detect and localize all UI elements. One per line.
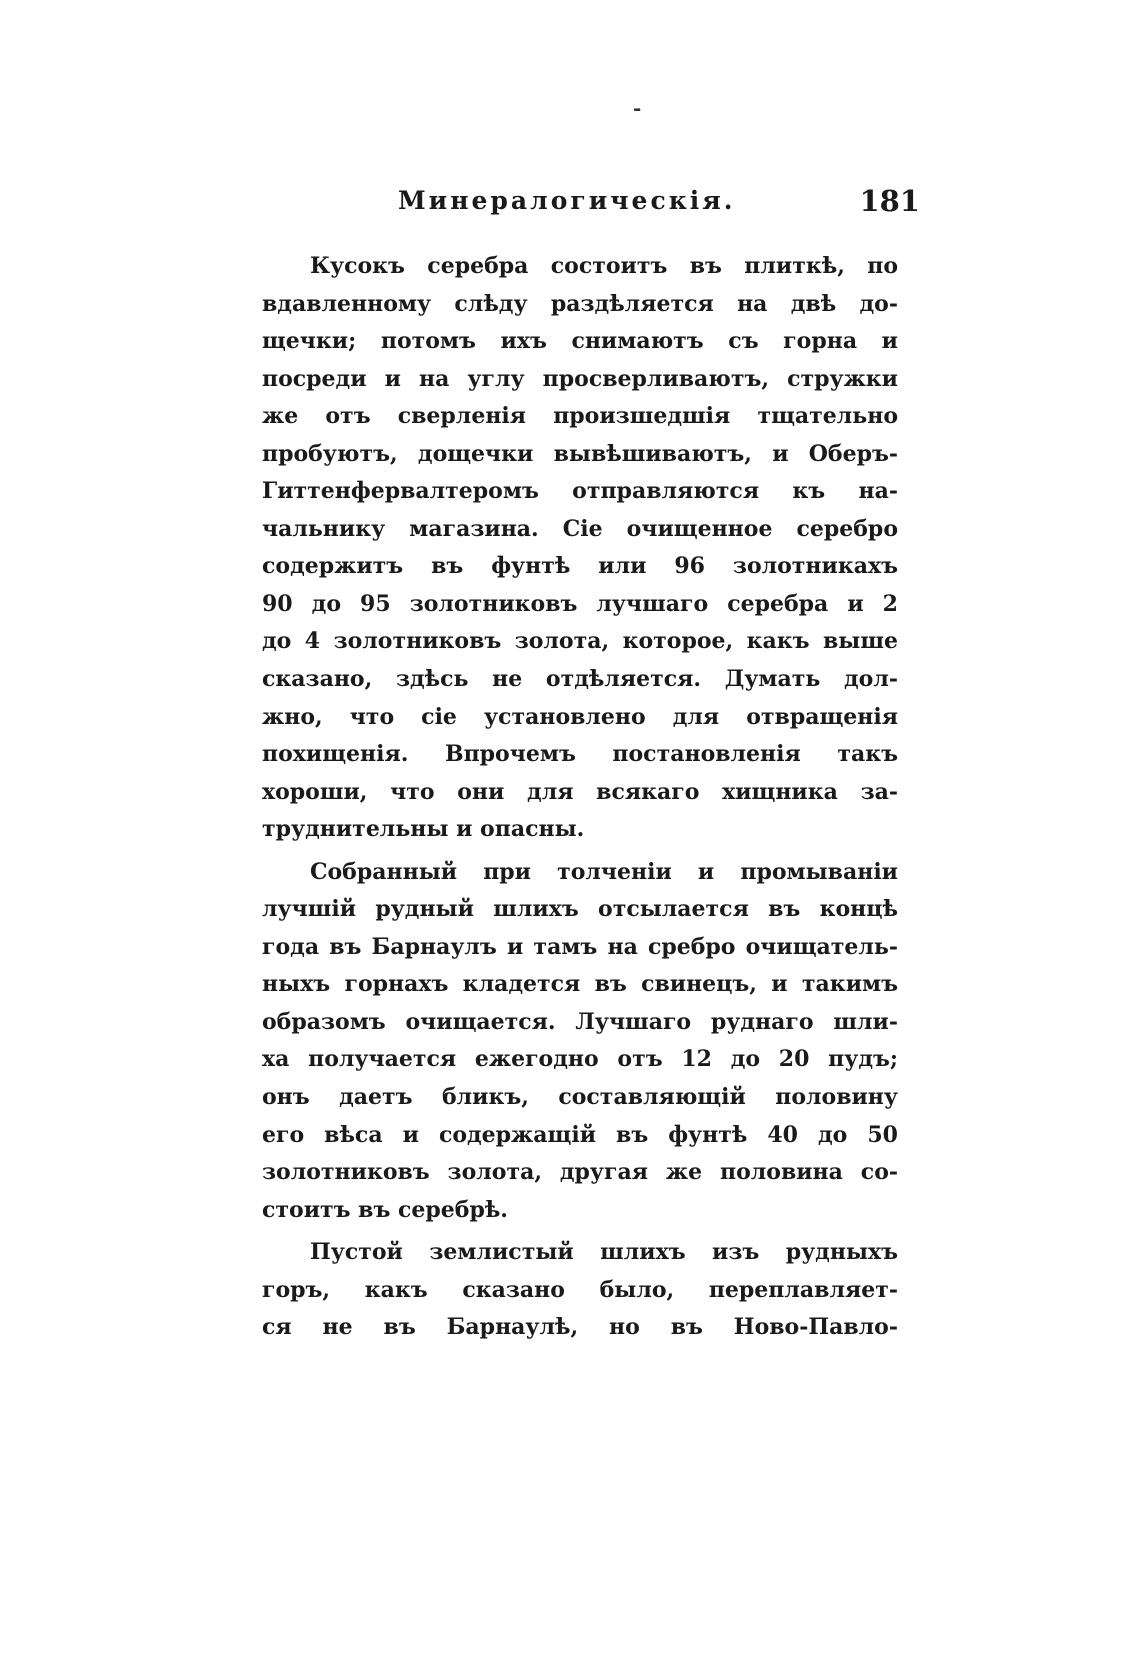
text-line: ха получается ежегодно отъ 12 до 20 пудъ; xyxy=(262,1046,898,1073)
text-line: лучшій рудный шлихъ отсылается въ концѣ xyxy=(262,896,898,923)
text-line: горъ, какъ сказано было, переплавляет- xyxy=(262,1276,898,1303)
body-text xyxy=(262,248,898,1347)
text-line: стоитъ въ серебрѣ. xyxy=(262,1196,508,1223)
text-line: труднительны и опасны. xyxy=(262,816,585,843)
text-line: сказано, здѣсь не отдѣляется. Думать дол- xyxy=(262,666,898,693)
text-line: золотниковъ золота, другая же половина со- xyxy=(262,1159,898,1186)
text-line: похищенія. Впрочемъ постановленія такъ xyxy=(262,741,898,768)
text-line: Пустой землистый шлихъ изъ рудныхъ xyxy=(310,1239,898,1266)
text-line: пробуютъ, дощечки вывѣшиваютъ, и Оберъ- xyxy=(262,440,898,467)
text-line: вдавленному слѣду раздѣляется на двѣ до- xyxy=(262,290,898,317)
text-line: ныхъ горнахъ кладется въ свинецъ, и такимъ xyxy=(262,971,898,998)
running-head: Минералогическія. xyxy=(398,186,736,215)
text-line: 90 до 95 золотниковъ лучшаго серебра и 2 xyxy=(262,590,898,617)
text-line: Собранный при толченіи и промываніи xyxy=(310,858,898,885)
paragraph-1 xyxy=(262,248,898,849)
page-header xyxy=(398,186,920,226)
text-line: его вѣса и содержащій въ фунтѣ 40 до 50 xyxy=(262,1121,898,1148)
text-line: чальнику магазина. Сіе очищенное серебро xyxy=(262,515,898,542)
text-line: посреди и на углу просверливаютъ, стружки xyxy=(262,365,898,392)
text-line: Гиттенфервалтеромъ отправляются къ на- xyxy=(262,478,898,505)
text-line: жно, что сіе установлено для отвращенія xyxy=(262,703,898,730)
page-number: 181 xyxy=(859,184,920,218)
text-line: щечки; потомъ ихъ снимаютъ съ горна и xyxy=(262,328,898,355)
text-line: ся не въ Барнаулѣ, но въ Ново-Павло- xyxy=(262,1314,898,1341)
text-line: Кусокъ серебра состоитъ въ плиткѣ, по xyxy=(310,253,898,279)
text-line: года въ Барнаулъ и тамъ на сребро очищатель- xyxy=(262,933,898,960)
paragraph-3 xyxy=(262,1234,898,1347)
text-line: до 4 золотниковъ золота, которое, какъ выше xyxy=(262,628,898,655)
paragraph-2 xyxy=(262,854,898,1229)
top-mark: - xyxy=(633,96,642,120)
text-line: онъ даетъ бликъ, составляющій половину xyxy=(262,1084,898,1111)
text-line: образомъ очищается. Лучшаго руднаго шли- xyxy=(262,1008,898,1035)
text-line: содержитъ въ фунтѣ или 96 золотникахъ xyxy=(262,553,898,580)
text-line: хороши, что они для всякаго хищника за- xyxy=(262,778,898,805)
text-line: же отъ сверленія произшедшія тщательно xyxy=(262,403,898,430)
